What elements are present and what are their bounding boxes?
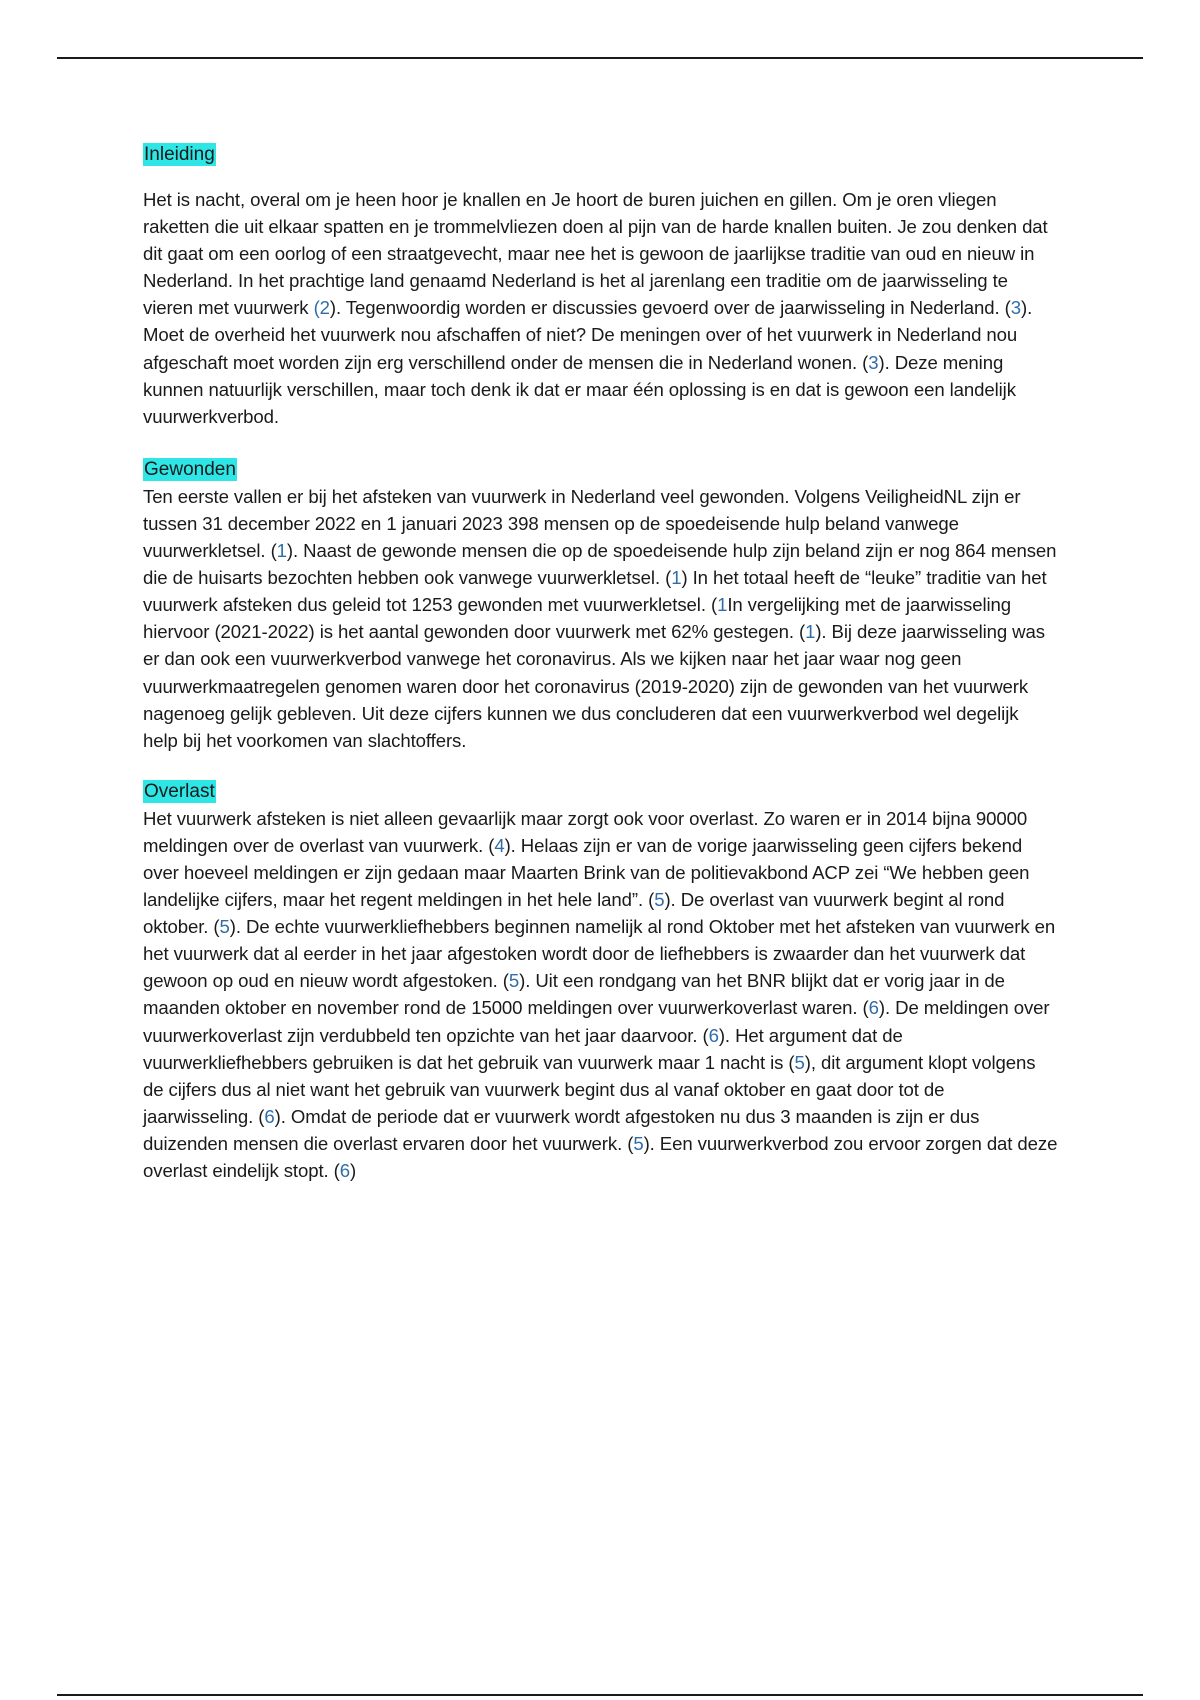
section-heading: Inleiding xyxy=(144,144,215,165)
reference-link[interactable]: 5 xyxy=(654,889,665,911)
paragraph-text: ). Uit een rondgang van het BNR blijkt dat er vorig jaar in de maanden oktober en november rond de 15000 meldingen over vuurwerkoverlast waren. ( xyxy=(143,970,1005,1019)
document-body xyxy=(143,143,1058,1184)
reference-link[interactable]: 5 xyxy=(219,916,230,938)
reference-link[interactable]: 5 xyxy=(794,1051,805,1073)
paragraph-text: ). Tegenwoordig worden er discussies gevoerd over de jaarwisseling in Nederland. ( xyxy=(329,297,1011,319)
reference-link[interactable]: 4 xyxy=(494,834,505,856)
paragraph-text: ). Een vuurwerkverbod zou ervoor zorgen dat deze overlast eindelijk stopt. ( xyxy=(143,1132,1058,1181)
paragraph-text: ), dit argument klopt volgens de cijfers dus al niet want het gebruik van vuurwerk begint dus al vanaf oktober en gaat door tot de jaarwisseling. ( xyxy=(143,1051,1036,1127)
section-overlast xyxy=(143,780,1058,1184)
section-paragraph xyxy=(143,186,1058,430)
paragraph-text: ). Omdat de periode dat er vuurwerk wordt afgestoken nu dus 3 maanden is zijn er dus duizenden mensen die overlast ervaren door het vuurwerk. ( xyxy=(143,1105,980,1154)
paragraph-text: Het vuurwerk afsteken is niet alleen gevaarlijk maar zorgt ook voor overlast. Zo waren er in 2014 bijna 90000 meldingen over de overlast van vuurwerk. ( xyxy=(143,807,1028,856)
reference-link[interactable]: 1 xyxy=(276,540,287,562)
paragraph-text: ). De meldingen over vuurwerkoverlast zijn verdubbeld ten opzichte van het jaar daarvoor. ( xyxy=(143,997,1050,1046)
header-rule xyxy=(57,57,1143,59)
reference-link[interactable]: 5 xyxy=(633,1132,644,1154)
paragraph-text: ). Helaas zijn er van de vorige jaarwisseling geen cijfers bekend over hoeveel meldingen er zijn gedaan maar Maarten Brink van de politievakbond ACP zei “We hebben geen landelijke cijfers, maar het regent meldingen in het hele land”. ( xyxy=(143,834,1030,911)
reference-link[interactable]: 5 xyxy=(508,970,520,992)
paragraph-text: ). Naast de gewonde mensen die op de spoedeisende hulp zijn beland zijn er nog 864 mensen die de huisarts bezochten hebben ook vanwege vuurwerkletsel. ( xyxy=(143,540,1057,589)
paragraph-text: ) In het totaal heeft de “leuke” traditie van het vuurwerk afsteken dus geleid tot 1253 gewonden met vuurwerkletsel. ( xyxy=(143,567,1047,616)
paragraph-text: ). De echte vuurwerkliefhebbers beginnen namelijk al rond Oktober met het afsteken van vuurwerk en het vuurwerk dat al eerder in het jaar afgestoken wordt door de liefhebbers is zwaarder dan het vuurwerk dat gewoon op oud en nieuw wordt afgestoken. ( xyxy=(143,916,1056,992)
section-inleiding xyxy=(143,143,1058,430)
reference-link[interactable]: 1 xyxy=(805,621,816,643)
footer-rule xyxy=(57,1694,1143,1696)
paragraph-text: ). De overlast van vuurwerk begint al rond oktober. ( xyxy=(143,889,1005,938)
paragraph-text: Het is nacht, overal om je heen hoor je knallen en Je hoort de buren juichen en gillen. Om je oren vliegen raketten die uit elkaar spatten en je trommelvliezen doen al pijn van de harde knallen buiten. Je zou denken dat dit gaat om een oorlog of een straatgevecht, maar nee het is gewoon de jaarlijkse traditie van oud en nieuw in Nederland. In het prachtige land genaamd Nederland is het al jarenlang een traditie om de jaarwisseling te vieren met vuurwerk xyxy=(143,189,1048,319)
section-heading: Gewonden xyxy=(144,458,236,480)
reference-link[interactable]: 6 xyxy=(868,997,879,1019)
reference-link[interactable]: 3 xyxy=(868,351,879,373)
reference-link[interactable]: 3 xyxy=(1010,297,1021,319)
paragraph-text: In vergelijking met de jaarwisseling hiervoor (2021-2022) is het aantal gewonden door vuurwerk met 62% gestegen. ( xyxy=(143,594,1012,643)
reference-link[interactable]: 1 xyxy=(717,594,728,616)
paragraph-text: Ten eerste vallen er bij het afsteken van vuurwerk in Nederland veel gewonden. Volgens VeiligheidNL zijn er tussen 31 december 2022 en 1 januari 2023 398 mensen op de spoedeisende hulp beland vanwege vuurwerkletsel. ( xyxy=(143,485,1021,562)
reference-link[interactable]: 1 xyxy=(671,567,682,589)
reference-link[interactable]: (2 xyxy=(313,297,330,319)
section-heading: Overlast xyxy=(144,780,215,802)
section-gewonden xyxy=(143,458,1058,754)
paragraph-text: ). Bij deze jaarwisseling was er dan ook een vuurwerkverbod vanwege het coronavirus. Als we kijken naar het jaar waar nog geen vuurwerkmaatregelen genomen waren door het coronavirus (2019-2020) zijn de gewonden van het vuurwerk nagenoeg gelijk gebleven. Uit deze cijfers kunnen we dus concluderen dat een vuurwerkverbod wel degelijk help bij het voorkomen van slachtoffers. xyxy=(143,621,1045,751)
paragraph-text: ). Moet de overheid het vuurwerk nou afschaffen of niet? De meningen over of het vuurwerk in Nederland nou afgeschaft moet worden zijn erg verschillend onder de mensen die in Nederland wonen. ( xyxy=(143,297,1033,373)
section-paragraph xyxy=(143,483,1058,754)
reference-link[interactable]: 6 xyxy=(339,1160,351,1181)
reference-link[interactable]: 6 xyxy=(708,1024,719,1046)
paragraph-text: ). Het argument dat de vuurwerkliefhebbers gebruiken is dat het gebruik van vuurwerk maar 1 nacht is ( xyxy=(143,1024,903,1073)
reference-link[interactable]: 6 xyxy=(264,1105,275,1127)
paragraph-text: ) xyxy=(350,1160,357,1181)
section-paragraph xyxy=(143,805,1058,1184)
paragraph-text: ). Deze mening kunnen natuurlijk verschillen, maar toch denk ik dat er maar één oplossing is en dat is gewoon een landelijk vuurwerkverbod. xyxy=(143,351,1016,427)
